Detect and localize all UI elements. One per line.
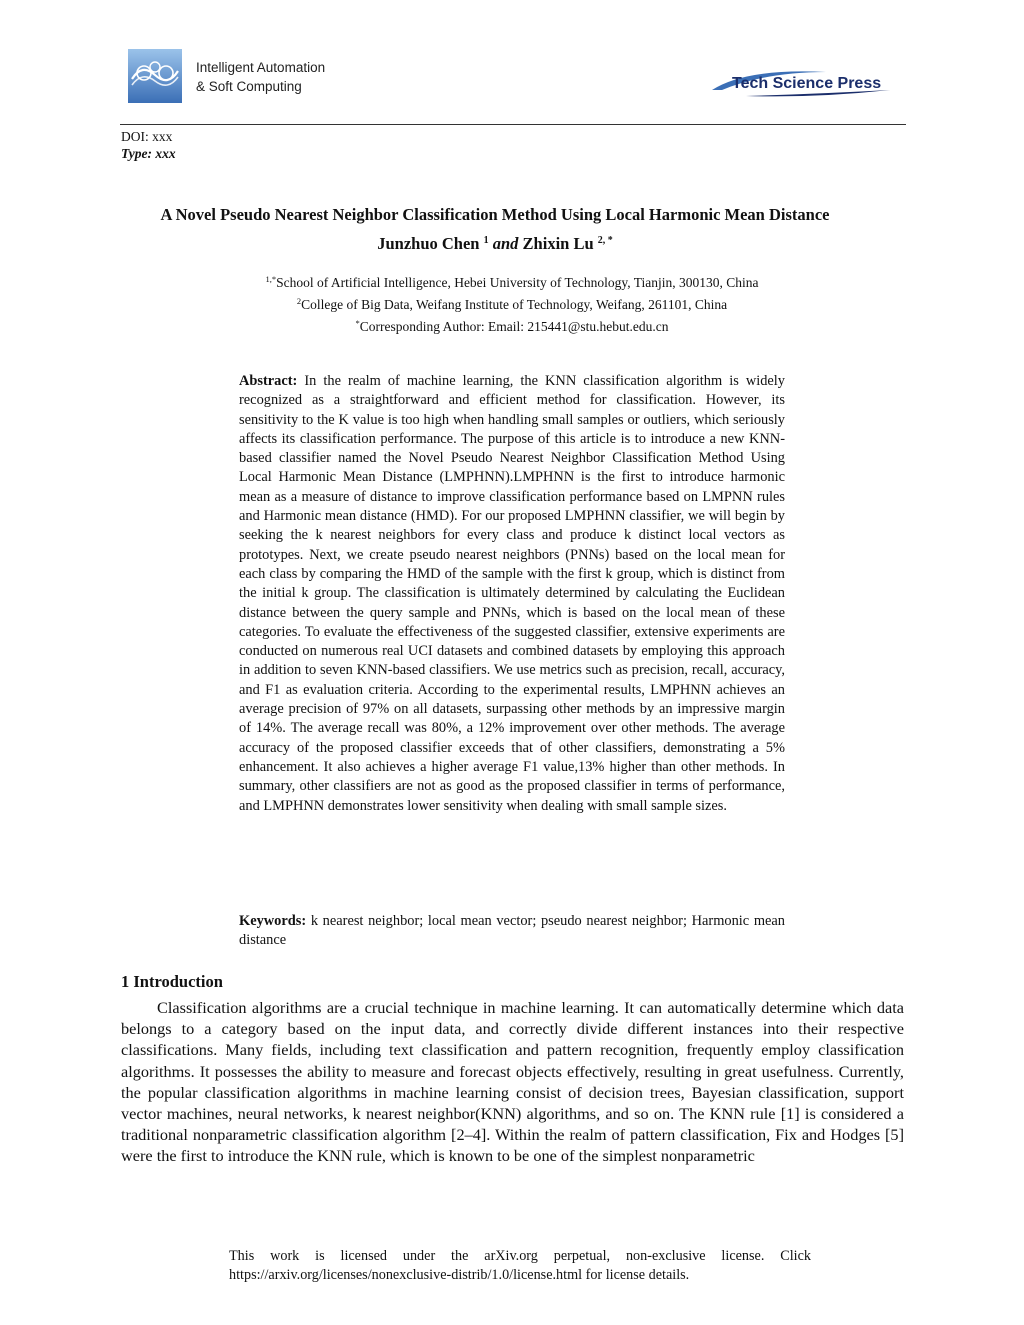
article-meta <box>121 128 176 162</box>
affiliation-1-text: School of Artificial Intelligence, Hebei University of Technology, Tianjin, 300130, China <box>276 275 759 290</box>
abstract-label: Abstract: <box>239 373 298 389</box>
affiliation-1-sup: 1,* <box>265 274 277 284</box>
introduction-paragraph: Classification algorithms are a crucial technique in machine learning. It can automatically determine which data belongs to a category based on the input data, and correctly divide different instances into their respective classifications. Many fields, including text classification and pattern recognition, frequently employ classification algorithms. It possesses the ability to measure and forecast objects effectively, resulting in great usefulness. Currently, the popular classification algorithms in machine learning consist of decision trees, Bayesian classification, support vector machines, neural networks, k nearest neighbor(KNN) algorithms, and so on. The KNN rule [1] is considered a traditional nonparametric classification algorithm [2–4]. Within the realm of pattern classification, Fix and Hodges [5] were the first to introduce the KNN rule, which is known to be one of the simplest nonparametric <box>121 998 904 1166</box>
header-divider <box>120 124 906 125</box>
affiliation-2-sup: 2 <box>296 296 302 306</box>
keywords-label: Keywords: <box>239 913 307 929</box>
publisher-name: Tech Science Press <box>732 75 882 92</box>
abstract <box>239 372 785 816</box>
keywords <box>239 912 785 951</box>
section-heading-introduction: 1 Introduction <box>121 972 223 991</box>
affiliation-2-text: College of Big Data, Weifang Institute of Technology, Weifang, 261101, China <box>301 297 728 312</box>
journal-name-line2: & Soft Computing <box>196 79 302 94</box>
abstract-text: In the realm of machine learning, the KNN classification algorithm is widely recognized as a straightforward and efficient method for classification. However, its sensitivity to the K value is too high when handling small samples or outliers, which seriously affects its classification performance. The purpose of this article is to introduce a new KNN-based classifier named the Novel Pseudo Nearest Neighbor Classification Method Using Local Harmonic Mean Distance (LMPHNN).LMPHNN is the first to introduce harmonic mean as a measure of distance to improve classification performance based on LMPNN rules and Harmonic mean distance (HMD). For our proposed LMPHNN classifier, we will begin by seeking the k nearest neighbors for every class and produce k distinct local vectors as prototypes. Next, we create pseudo nearest neighbors (PNNs) based on the local mean for each class by comparing the HMD of the sample with the first k group, which is distinct from the initial k group. The classification is ultimately determined by calculating the Euclidean distance between the query sample and PNNs, which is based on the local mean of these categories. To evaluate the effectiveness of the suggested classifier, extensive experiments are conducted on numerous real UCI datasets and combined datasets by employing this approach in addition to seven KNN-based classifiers. We use metrics such as precision, recall, accuracy, and F1 as evaluation criteria. According to the experimental results, LMPHNN achieves an average precision of 97% on all datasets, surpassing other methods by an impressive margin of 14%. The average recall was 80%, a 12% improvement over other methods. The average accuracy of the proposed classifier exceeds that of other classifiers, demonstrating a 5% enhancement. It also achieves a higher average F1 value,13% higher than other methods. In summary, other classifiers are not as good as the proposed classifier in terms of performance, and LMPHNN demonstrates lower sensitivity when dealing with small sample sizes. <box>239 373 785 814</box>
paper-title: A Novel Pseudo Nearest Neighbor Classification Method Using Local Harmonic Mean Distance <box>160 205 830 224</box>
author-conjunction: and <box>492 234 519 253</box>
publisher-logo <box>706 66 896 100</box>
article-type: Type: xxx <box>121 146 176 161</box>
journal-logo-icon <box>128 49 182 103</box>
affiliation-1 <box>100 270 924 292</box>
journal-name-line1: Intelligent Automation <box>196 60 326 75</box>
corresponding-author-text: Corresponding Author: Email: 215441@stu.hebut.edu.cn <box>359 319 669 334</box>
author-2-sup: 2, * <box>597 235 613 246</box>
author-1-sup: 1 <box>483 235 489 246</box>
affiliation-2 <box>100 292 924 314</box>
doi: DOI: xxx <box>121 129 173 144</box>
corresponding-author-sup: * <box>355 318 360 328</box>
corresponding-author <box>100 314 924 336</box>
journal-name <box>196 58 325 96</box>
author-line <box>100 229 890 255</box>
page-header <box>0 0 1024 130</box>
author-1: Junzhuo Chen <box>377 234 480 253</box>
license-footer: This work is licensed under the arXiv.org perpetual, non-exclusive license. Click https://arxiv.org/licenses/nonexclusive-distrib/1.0/license.html for license details. <box>229 1248 811 1283</box>
author-2: Zhixin Lu <box>522 234 594 253</box>
keywords-text: k nearest neighbor; local mean vector; pseudo nearest neighbor; Harmonic mean distance <box>239 913 785 949</box>
